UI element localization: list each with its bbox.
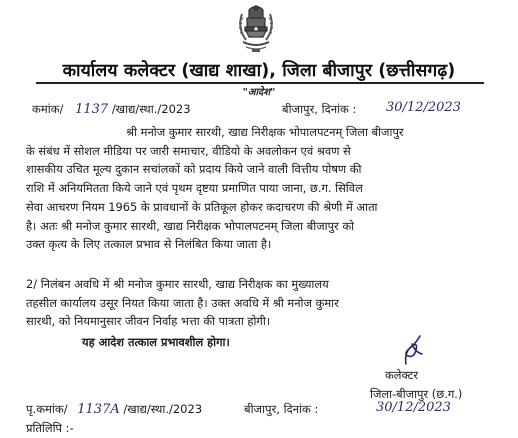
state-emblem-icon	[234, 4, 278, 58]
paragraph-line: राशि में अनियमितता किये जाने एवं पृथम दृष्टया प्रमाणित पाया जाना, छ.ग. सिविल	[26, 181, 363, 196]
endorsement-place-date-label: बीजापुर, दिनांक :	[244, 402, 319, 416]
paragraph-line: तहसील कार्यालय उसूर नियत किया जाता है। उक्त अवधि में श्री मनोज कुमार	[26, 295, 339, 310]
paragraph-line: के संबंध में सोशल मीडिया पर जारी समाचार, वीडियो के अवलोकन एवं श्रवण से	[26, 143, 351, 158]
paragraph-line: उक्त कृत्य के लिए तत्काल प्रभाव से निलंबित किया जाता है।	[26, 237, 272, 252]
reference-line	[32, 100, 461, 117]
office-heading: कार्यालय कलेक्टर (खाद्य शाखा), जिला बीजापुर (छत्तीसगढ़)	[62, 61, 456, 81]
paragraph-line: श्री मनोज कुमार सारथी, खाद्य निरीक्षक भोपालपटनम् जिला बीजापुर	[126, 125, 404, 139]
signatory-title: कलेक्टर	[385, 368, 419, 382]
ref-date: 30/12/2023	[386, 100, 461, 115]
endorsement-number: 1137A	[77, 402, 120, 417]
ref-label: कमांक/	[32, 102, 64, 116]
paragraph-line: 2/ निलंबन अवधि में श्री मनोज कुमार सारथी, खाद्य निरीक्षक का मुख्यालय	[26, 277, 329, 291]
signature-icon	[398, 334, 426, 366]
endorsement-suffix: /खाद्य/स्था./2023	[123, 402, 203, 416]
signatory-place: जिला-बीजापुर (छ.ग.)	[370, 387, 463, 401]
paragraph-line: है। अतः श्री मनोज कुमार सारथी, खाद्य निरीक्षक भोपालपटनम् जिला बीजापुर को	[26, 218, 355, 233]
order-paragraph-2	[26, 275, 494, 331]
ref-number: 1137	[75, 102, 109, 117]
ref-suffix: /खाद्य/स्था./2023	[111, 102, 191, 116]
order-title: "आदेश"	[242, 87, 276, 98]
endorsement-line	[26, 400, 451, 417]
order-paragraph-1	[26, 123, 494, 254]
closing-statement: यह आदेश तत्काल प्रभावशील होगा।	[82, 335, 230, 349]
paragraph-line: सारथी, को नियमानुसार जीवन निर्वाह भत्ता की पात्रता होगी।	[26, 314, 271, 329]
paragraph-line: सेवा आचरण नियम 1965 के प्रावधानों के प्रतिकूल होकर कदाचरण की श्रेणी में आता	[26, 199, 378, 214]
ref-place-date-label: बीजापुर, दिनांक :	[282, 102, 357, 116]
paragraph-line: शासकीय उचित मूल्य दुकान सचांलकों को प्रदाय किये जाने वाली वित्तीय पोषण की	[26, 162, 362, 177]
endorsement-date: 30/12/2023	[376, 400, 451, 415]
copy-to-label: प्रतिलिपि :-	[26, 421, 74, 435]
endorsement-label: पृ.कमांक/	[26, 402, 68, 416]
